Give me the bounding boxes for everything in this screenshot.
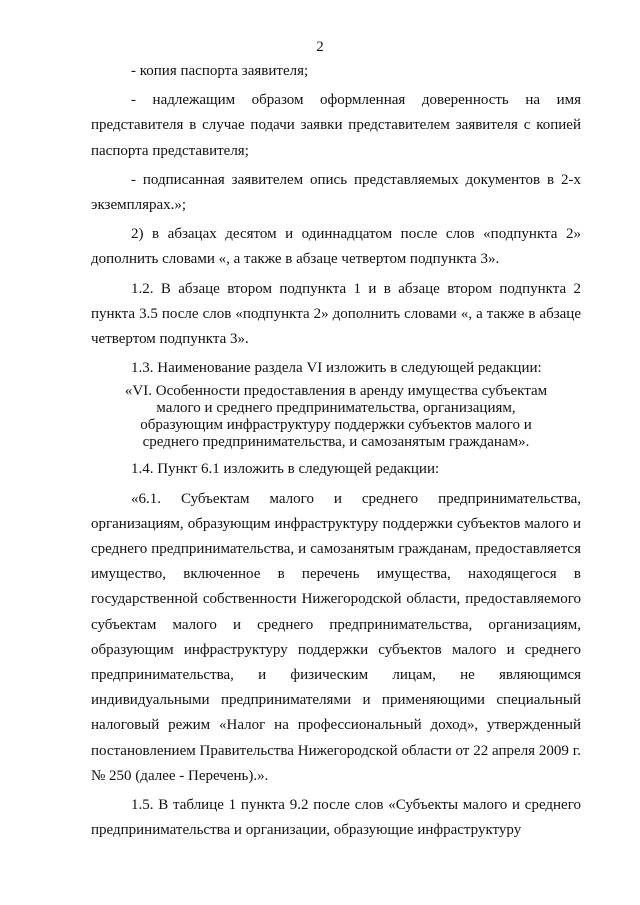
section-heading-line: среднего предпринимательства, и самозанятым гражданам». xyxy=(142,434,530,451)
section-heading-line: малого и среднего предпринимательства, организациям, xyxy=(156,400,516,417)
paragraph-document-inventory: - подписанная заявителем опись представляемых документов в 2-х экземплярах.»; xyxy=(91,171,581,214)
page-number: 2 xyxy=(316,39,324,55)
paragraph-passport-copy: - копия паспорта заявителя; xyxy=(131,63,309,79)
paragraph-point-6-1: «6.1. Субъектам малого и среднего предпринимательства, организациям, образующим инфраструктуру поддержки субъектов малого и среднего предпринимательства, и самозанятым гражданам, предоставляется имущество, включенное в перечень имущества, находящегося в государственной собственности Нижегородской области, предоставляемого субъектам малого и среднего предпринимательства, организациям, образующим инфраструктуру поддержки субъектов малого и среднего предпринимательства, и физическим лицам, не являющимся индивидуальными предпринимателями и применяющими специальный налоговый режим «Налог на профессиональный доход», утвержденный постановлением Правительства Нижегородской области от 22 апреля 2009 г. № 250 (далее - Перечень).». xyxy=(91,490,581,784)
document-body xyxy=(91,59,581,843)
paragraph-amendment-1-3: 1.3. Наименование раздела VI изложить в следующей редакции: xyxy=(131,360,542,377)
paragraph-amendment-2: 2) в абзацах десятом и одиннадцатом после слов «подпункта 2» дополнить словами «, а также в абзаце четвертом подпункта 3». xyxy=(91,226,581,268)
section-heading xyxy=(91,383,581,451)
section-heading-line: образующим инфраструктуру поддержки субъектов малого и xyxy=(140,417,532,434)
paragraph-amendment-1-2: 1.2. В абзаце втором подпункта 1 и в абзаце втором подпункта 2 пункта 3.5 после слов «подпункта 2» дополнить словами «, а также в абзаце четвертом подпункта 3». xyxy=(91,280,581,348)
section-heading-line: «VI. Особенности предоставления в аренду имущества субъектам xyxy=(124,383,548,400)
paragraph-amendment-1-5: 1.5. В таблице 1 пункта 9.2 после слов «Субъекты малого и среднего предпринимательства и организации, образующие инфраструктуру xyxy=(91,797,581,839)
paragraph-power-of-attorney: - надлежащим образом оформленная доверенность на имя представителя в случае подачи заявки представителем заявителя с копией паспорта представителя; xyxy=(91,92,581,159)
paragraph-amendment-1-4: 1.4. Пункт 6.1 изложить в следующей редакции: xyxy=(131,461,440,478)
